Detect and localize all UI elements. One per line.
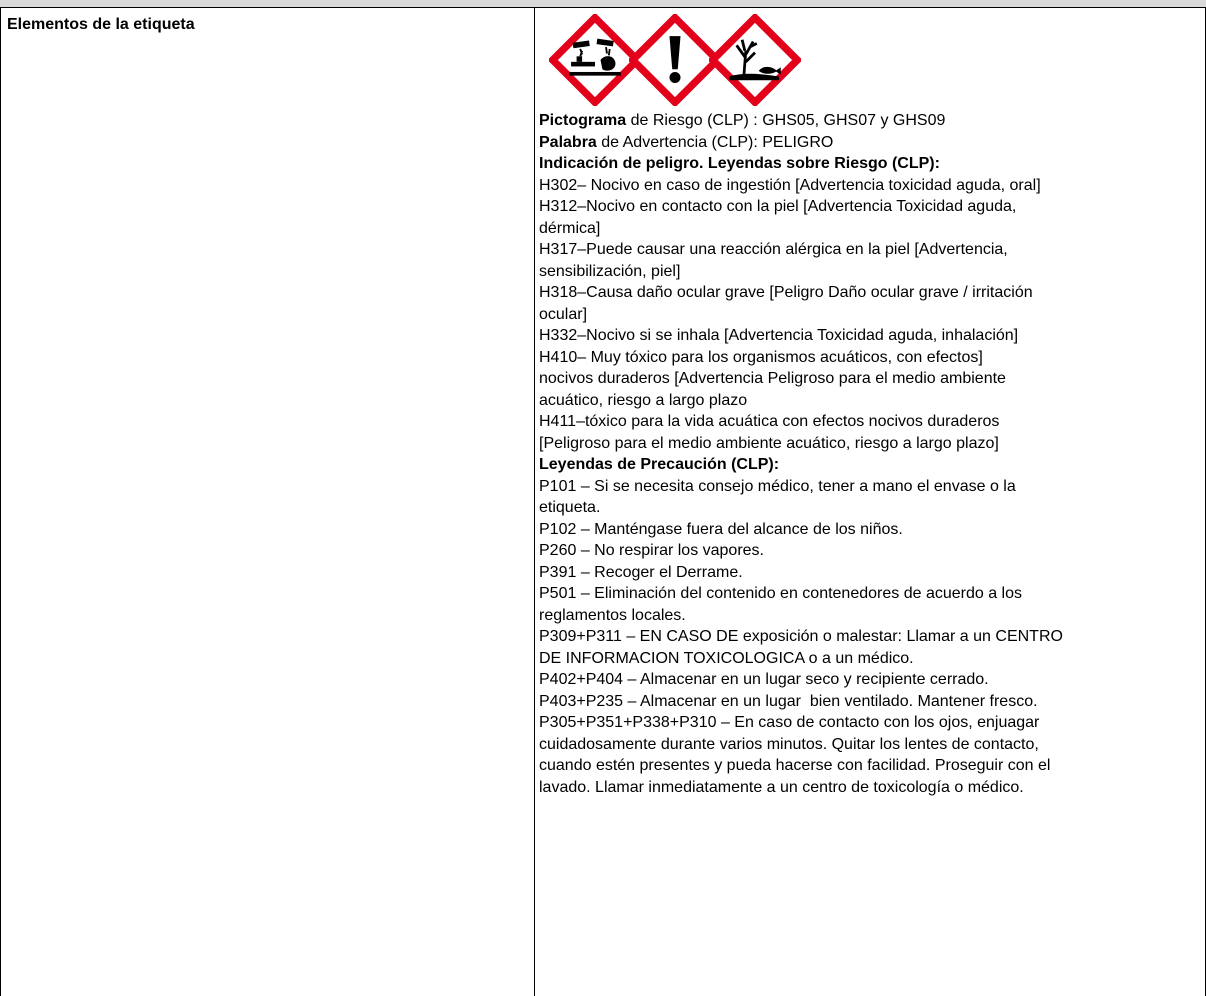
hazard-statement-line: H317–Puede causar una reacción alérgica en la piel [Advertencia,: [539, 241, 1008, 258]
hazard-statement-line: nocivos duraderos [Advertencia Peligroso para el medio ambiente: [539, 370, 1006, 387]
content-cell: [535, 8, 1206, 996]
hazard-statement-line: ocular]: [539, 305, 588, 323]
label-cell: [1, 8, 535, 996]
precaution-statement-line: P402+P404 – Almacenar en un lugar seco y recipiente cerrado.: [539, 671, 989, 688]
precaution-statement-line: P260 – No respirar los vapores.: [539, 542, 764, 559]
hazard-statement-line: acuático, riesgo a largo plazo: [539, 391, 748, 409]
precaution-statement-line: P305+P351+P338+P310 – En caso de contacto con los ojos, enjuagar: [539, 714, 1040, 731]
environment-icon: [709, 14, 801, 106]
label-text: [539, 110, 1201, 798]
hazard-statement-line: H411–tóxico para la vida acuática con efectos nocivos duraderos: [539, 413, 1000, 430]
precaution-statement-line: P391 – Recoger el Derrame.: [539, 563, 743, 581]
hazard-statement-line: H312–Nocivo en contacto con la piel [Advertencia Toxicidad aguda,: [539, 198, 1017, 215]
precaution-statement-line: lavado. Llamar inmediatamente a un centro de toxicología o médico.: [539, 778, 1024, 796]
exclamation-icon: [629, 14, 721, 106]
hazard-statement-line: H410– Muy tóxico para los organismos acuáticos, con efectos]: [539, 348, 983, 366]
precaution-statement-line: cuando estén presentes y pueda hacerse con facilidad. Proseguir con el: [539, 757, 1051, 774]
precaution-statement-line: P501 – Eliminación del contenido en contenedores de acuerdo a los: [539, 585, 1022, 602]
precaution-statement-line: P309+P311 – EN CASO DE exposición o malestar: Llamar a un CENTRO: [539, 628, 1063, 645]
hazard-statement-line: H318–Causa daño ocular grave [Peligro Daño ocular grave / irritación: [539, 284, 1033, 301]
precaution-statement-line: P403+P235 – Almacenar en un lugar bien ventilado. Mantener fresco.: [539, 692, 1038, 710]
precaution-statement-line: cuidadosamente durante varios minutos. Quitar los lentes de contacto,: [539, 735, 1039, 753]
label-elements-table: [0, 7, 1206, 996]
hazard-statement-line: sensibilización, piel]: [539, 262, 681, 280]
hazard-heading: Indicación de peligro. Leyendas sobre Riesgo (CLP):: [539, 155, 940, 172]
hazard-statement-line: [Peligroso para el medio ambiente acuático, riesgo a largo plazo]: [539, 434, 999, 452]
precaution-statement-line: P101 – Si se necesita consejo médico, tener a mano el envase o la: [539, 477, 1016, 495]
hazard-statement-line: H332–Nocivo si se inhala [Advertencia Toxicidad aguda, inhalación]: [539, 327, 1019, 344]
precaution-statement-line: P102 – Manténgase fuera del alcance de los niños.: [539, 520, 903, 538]
hazard-statements: [539, 175, 1201, 455]
hazard-statement-line: dérmica]: [539, 219, 601, 237]
signal-word-line: Palabra de Advertencia (CLP): PELIGRO: [539, 133, 834, 151]
precaution-statement-line: etiqueta.: [539, 499, 601, 516]
precaution-statement-line: DE INFORMACION TOXICOLOGICA o a un médico.: [539, 649, 914, 667]
section-heading: Elementos de la etiqueta: [7, 16, 195, 33]
precaution-statements: [539, 476, 1201, 799]
pictogram-row: [549, 14, 1201, 106]
corrosive-icon: [549, 14, 641, 106]
pictogram-line: Pictograma de Riesgo (CLP) : GHS05, GHS07 y GHS09: [539, 112, 946, 129]
hazard-statement-line: H302– Nocivo en caso de ingestión [Advertencia toxicidad aguda, oral]: [539, 176, 1041, 194]
precaution-heading: Leyendas de Precaución (CLP):: [539, 456, 780, 473]
precaution-statement-line: reglamentos locales.: [539, 606, 686, 624]
